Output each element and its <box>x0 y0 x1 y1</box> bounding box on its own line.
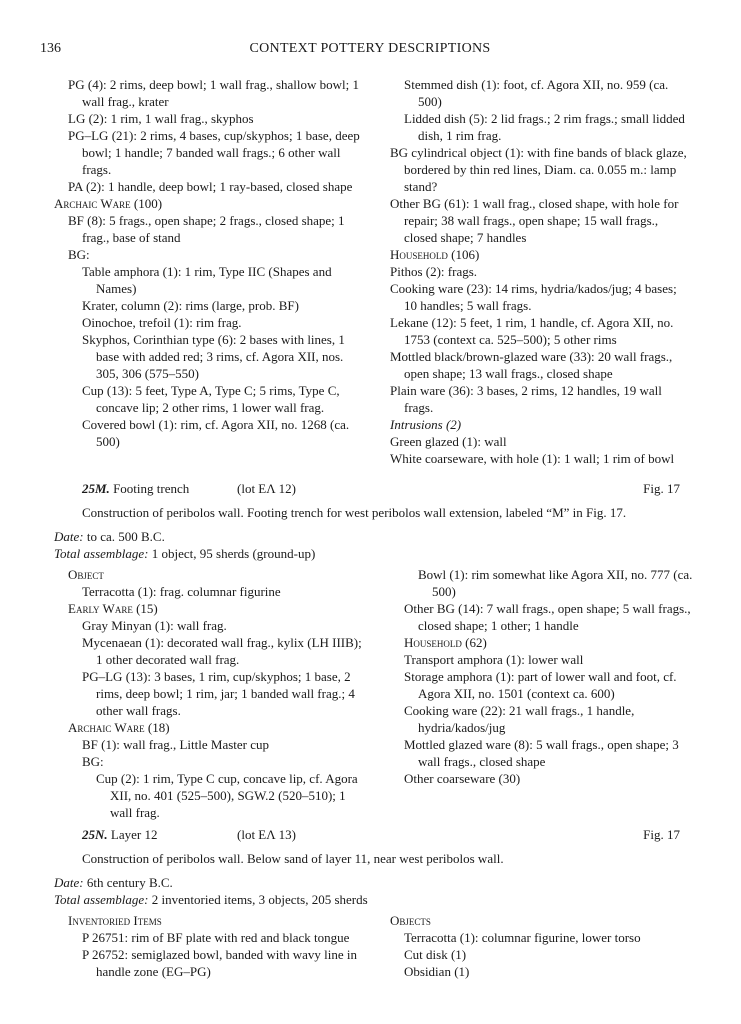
top-left-column <box>54 76 364 450</box>
category-heading: Household (62) <box>404 635 487 650</box>
section-25n-description: Construction of peribolos wall. Below sand of layer 11, near west peribolos wall. <box>82 851 504 866</box>
list-item: Stemmed dish (1): foot, cf. Agora XII, no. 959 (ca. 500) <box>404 77 669 109</box>
list-item: PG (4): 2 rims, deep bowl; 1 wall frag., shallow bowl; 1 wall frag., krater <box>68 77 360 109</box>
list-item: Krater, column (2): rims (large, prob. BF) <box>82 298 299 313</box>
list-item: Oinochoe, trefoil (1): rim frag. <box>82 315 242 330</box>
list-item: BF (1): wall frag., Little Master cup <box>82 737 270 752</box>
list-item: Cooking ware (23): 14 rims, hydria/kados/jug; 4 bases; 10 handles; 5 wall frags. <box>390 281 677 313</box>
list-item: PG–LG (21): 2 rims, 4 bases, cup/skyphos; 1 base, deep bowl; 1 handle; 7 banded wall frags.; 6 other wall frags. <box>68 128 360 177</box>
section-25m-right-column <box>404 566 694 787</box>
list-item: Cooking ware (22): 21 wall frags., 1 handle, hydria/kados/jug <box>404 703 635 735</box>
figure-reference: Fig. 17 <box>643 827 680 842</box>
list-item: BG: <box>68 247 90 262</box>
list-item: Lidded dish (5): 2 lid frags.; 2 rim frags.; small lidded dish, 1 rim frag. <box>404 111 685 143</box>
section-25m-description: Construction of peribolos wall. Footing trench for west peribolos wall extension, labeled “M” in Fig. 17. <box>82 505 627 520</box>
list-item: Terracotta (1): frag. columnar figurine <box>82 584 281 599</box>
lot-number: (lot EΛ 13) <box>237 827 296 842</box>
section-25m-left-column <box>68 566 368 821</box>
section-25n-right-column <box>390 912 690 980</box>
page-header <box>40 40 700 60</box>
list-item: BG cylindrical object (1): with fine bands of black glaze, bordered by thin red lines, Diam. ca. 0.055 m.: lamp stand? <box>390 145 687 194</box>
list-item: Other coarseware (30) <box>404 771 521 786</box>
list-item: White coarseware, with hole (1): 1 wall; 1 rim of bowl <box>390 451 675 466</box>
section-25n-meta <box>54 874 674 908</box>
list-item: Covered bowl (1): rim, cf. Agora XII, no. 1268 (ca. 500) <box>82 417 350 449</box>
list-item: Bowl (1): rim somewhat like Agora XII, no. 777 (ca. 500) <box>418 567 693 599</box>
date-value: to ca. 500 B.C. <box>86 529 165 544</box>
date-value: 6th century B.C. <box>86 875 173 890</box>
category-heading: Archaic Ware (18) <box>68 720 170 735</box>
list-item: Mottled glazed ware (8): 5 wall frags., open shape; 3 wall frags., closed shape <box>404 737 679 769</box>
category-heading: Intrusions (2) <box>390 417 462 432</box>
top-right-column <box>390 76 690 467</box>
page-number: 136 <box>40 41 61 56</box>
list-item: BG: <box>82 754 104 769</box>
category-heading: Household (106) <box>390 247 480 262</box>
list-item: P 26751: rim of BF plate with red and black tongue <box>82 930 350 945</box>
list-item: Transport amphora (1): lower wall <box>404 652 584 667</box>
list-item: Skyphos, Corinthian type (6): 2 bases with lines, 1 base with added red; 3 rims, cf. Agora XII, nos. 305, 306 (575–550) <box>82 332 345 381</box>
list-item: LG (2): 1 rim, 1 wall frag., skyphos <box>68 111 254 126</box>
list-item: BF (8): 5 frags., open shape; 2 frags., closed shape; 1 frag., base of stand <box>68 213 345 245</box>
running-title: CONTEXT POTTERY DESCRIPTIONS <box>249 41 491 56</box>
category-heading: Inventoried Items <box>68 913 162 928</box>
list-item: Terracotta (1): columnar figurine, lower torso <box>404 930 641 945</box>
section-name: Layer 12 <box>110 827 158 842</box>
date-label: Date: <box>54 875 84 890</box>
total-value: 2 inventoried items, 3 objects, 205 sherds <box>151 892 368 907</box>
section-number: 25N. <box>82 827 108 842</box>
total-label: Total assemblage: <box>54 546 149 561</box>
list-item: Obsidian (1) <box>404 964 470 979</box>
section-25m-heading <box>82 480 680 497</box>
figure-reference: Fig. 17 <box>643 481 680 496</box>
list-item: Gray Minyan (1): wall frag. <box>82 618 227 633</box>
list-item: Cup (13): 5 feet, Type A, Type C; 5 rims, Type C, concave lip; 2 other rims, 1 lower wall frag. <box>82 383 340 415</box>
list-item: Mottled black/brown-glazed ware (33): 20 wall frags., open shape; 13 wall frags., closed shape <box>390 349 673 381</box>
category-heading: Archaic Ware (100) <box>54 196 163 211</box>
section-25m-meta <box>54 528 674 562</box>
list-item: Cut disk (1) <box>404 947 467 962</box>
section-number: 25M. <box>82 481 110 496</box>
category-heading: Object <box>68 567 104 582</box>
list-item: Storage amphora (1): part of lower wall and foot, cf. Agora XII, no. 1501 (context ca. 600) <box>404 669 677 701</box>
list-item: Pithos (2): frags. <box>390 264 478 279</box>
total-value: 1 object, 95 sherds (ground-up) <box>151 546 316 561</box>
list-item: PA (2): 1 handle, deep bowl; 1 ray-based, closed shape <box>68 179 353 194</box>
total-label: Total assemblage: <box>54 892 149 907</box>
list-item: Mycenaean (1): decorated wall frag., kylix (LH IIIB); 1 other decorated wall frag. <box>82 635 362 667</box>
list-item: P 26752: semiglazed bowl, banded with wavy line in handle zone (EG–PG) <box>82 947 357 979</box>
list-item: Plain ware (36): 3 bases, 2 rims, 12 handles, 19 wall frags. <box>390 383 662 415</box>
section-25n-left-column <box>68 912 368 980</box>
list-item: PG–LG (13): 3 bases, 1 rim, cup/skyphos; 1 base, 2 rims, deep bowl; 1 rim, jar; 1 banded wall frag.; 4 other wall frags. <box>82 669 355 718</box>
list-item: Table amphora (1): 1 rim, Type IIC (Shapes and Names) <box>82 264 332 296</box>
list-item: Other BG (61): 1 wall frag., closed shape, with hole for repair; 38 wall frags., open shape; 15 wall frags., closed shape; 7 handles <box>390 196 679 245</box>
lot-number: (lot EΛ 12) <box>237 481 296 496</box>
section-25n-heading <box>82 826 680 843</box>
list-item: Green glazed (1): wall <box>390 434 507 449</box>
list-item: Lekane (12): 5 feet, 1 rim, 1 handle, cf. Agora XII, no. 1753 (context ca. 525–500); 5 other rims <box>390 315 674 347</box>
list-item: Cup (2): 1 rim, Type C cup, concave lip, cf. Agora XII, no. 401 (525–500), SGW.2 (520–510); 1 wall frag. <box>96 771 358 820</box>
date-label: Date: <box>54 529 84 544</box>
category-heading: Objects <box>390 913 431 928</box>
list-item: Other BG (14): 7 wall frags., open shape; 5 wall frags., closed shape; 1 other; 1 handle <box>404 601 691 633</box>
category-heading: Early Ware (15) <box>68 601 158 616</box>
section-name: Footing trench <box>113 481 190 496</box>
